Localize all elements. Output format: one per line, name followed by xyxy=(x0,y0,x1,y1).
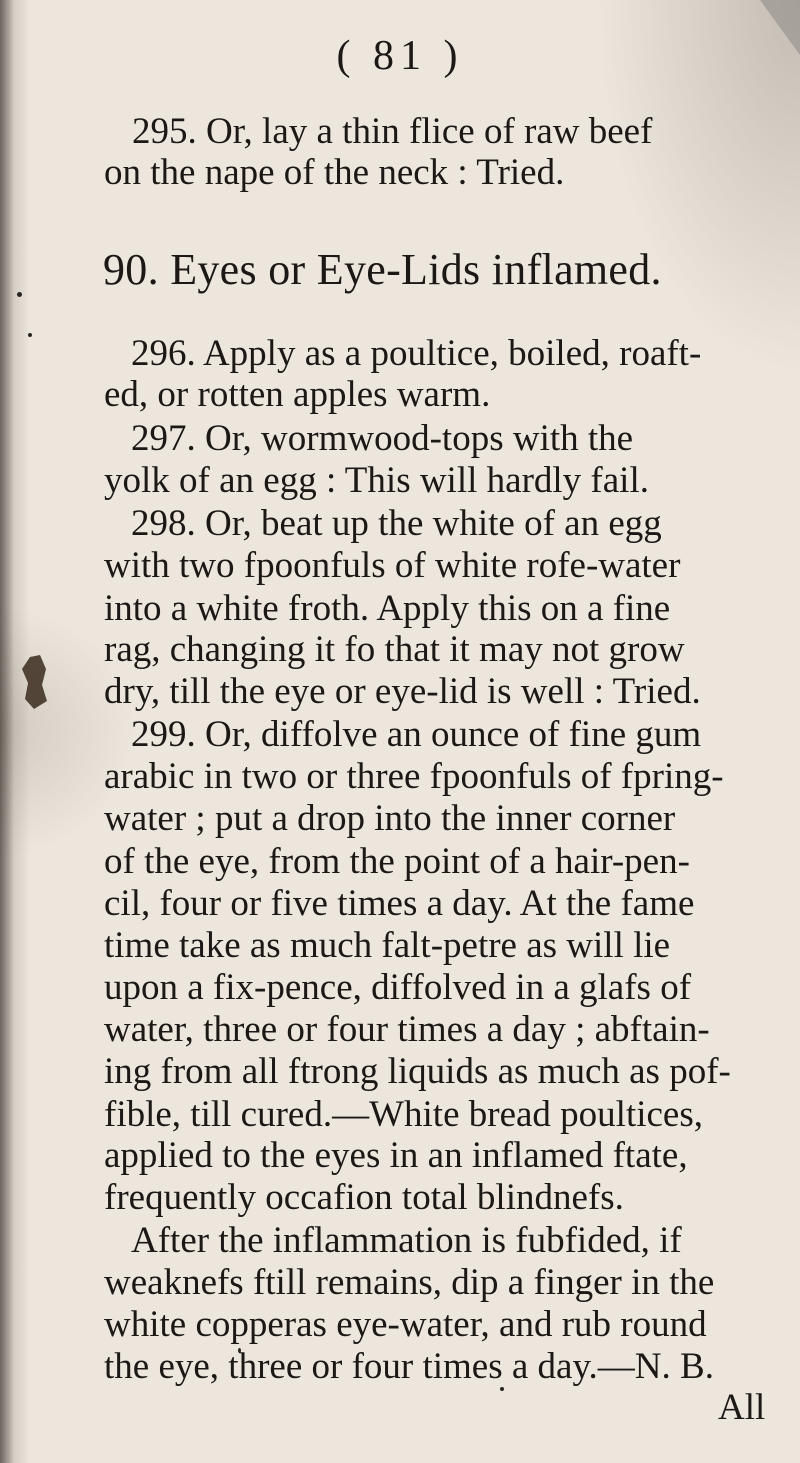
section-heading: 90. Eyes or Eye-Lids inflamed. xyxy=(103,245,662,294)
text-line: 298. Or, beat up the white of an egg xyxy=(131,503,662,544)
text-line: 295. Or, lay a thin flice of raw beef xyxy=(132,111,653,152)
text-line: cil, four or five times a day. At the fame xyxy=(104,883,695,924)
page-binding-shadow xyxy=(0,0,14,1463)
text-line: 299. Or, diffolve an ounce of fine gum xyxy=(131,714,702,755)
text-line: frequently occafion total blindnefs. xyxy=(104,1177,624,1218)
text-line: arabic in two or three fpoonfuls of fpring- xyxy=(104,756,724,797)
text-line: weaknefs ftill remains, dip a finger in the xyxy=(104,1262,715,1303)
text-line: After the inflammation is fubfided, if xyxy=(131,1220,682,1261)
text-line: yolk of an egg : This will hardly fail. xyxy=(104,460,649,501)
text-line: 297. Or, wormwood-tops with the xyxy=(131,418,634,459)
text-line: upon a fix-pence, diffolved in a glafs of xyxy=(104,967,692,1008)
text-line: ing from all ftrong liquids as much as pof- xyxy=(104,1051,731,1092)
text-line: the eye, three or four times a day.—N. B. xyxy=(104,1346,714,1387)
speck xyxy=(28,333,32,337)
text-line: dry, till the eye or eye-lid is well : Tried. xyxy=(104,671,701,712)
text-line: water ; put a drop into the inner corner xyxy=(104,798,676,839)
speck xyxy=(17,292,22,297)
text-line: 296. Apply as a poultice, boiled, roaft- xyxy=(131,333,702,374)
text-line: ed, or rotten apples warm. xyxy=(104,374,491,415)
ink-stain xyxy=(22,655,48,709)
text-line: time take as much falt-petre as will lie xyxy=(104,925,671,966)
text-line: on the nape of the neck : Tried. xyxy=(104,152,565,193)
speck xyxy=(500,1387,504,1391)
text-line: fible, till cured.—White bread poultices, xyxy=(104,1094,703,1135)
text-line: applied to the eyes in an inflamed ftate, xyxy=(104,1135,688,1176)
page-number: ( 81 ) xyxy=(336,33,464,79)
catchword: All xyxy=(718,1387,766,1428)
text-line: with two fpoonfuls of white rofe-water xyxy=(104,545,681,586)
text-line: rag, changing it fo that it may not grow xyxy=(104,629,685,670)
text-line: into a white froth. Apply this on a fine xyxy=(104,588,671,629)
text-line: white copperas eye-water, and rub round xyxy=(104,1304,707,1345)
text-line: of the eye, from the point of a hair-pen- xyxy=(104,841,690,882)
text-line: water, three or four times a day ; abftain- xyxy=(104,1009,710,1050)
